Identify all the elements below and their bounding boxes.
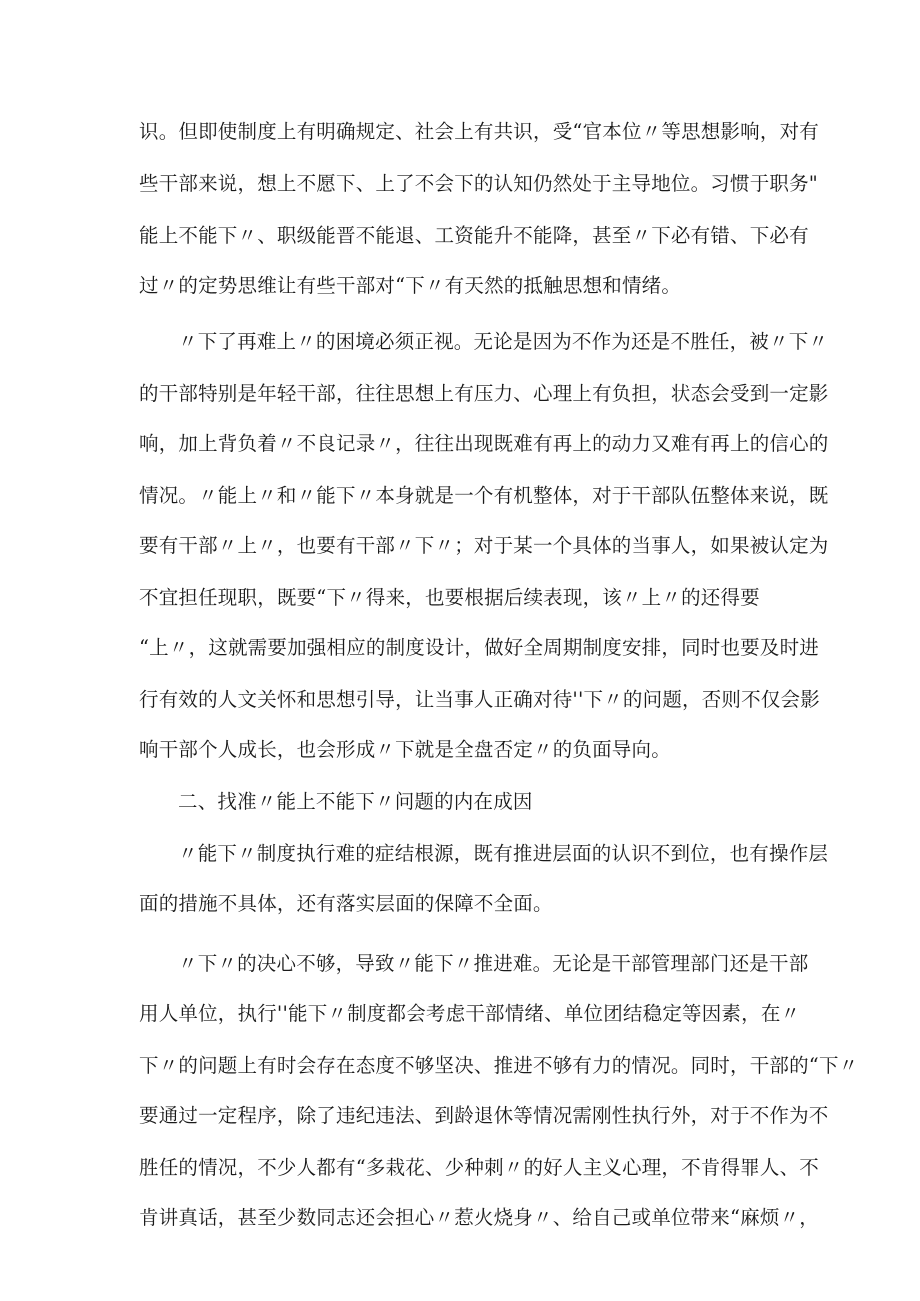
text-line: 响干部个人成长，也会形成〃下就是全盘否定〃的负面导向。 <box>139 738 671 761</box>
text-line: 要有干部〃上〃，也要有干部〃下〃；对于某一个具体的当事人，如果被认定为 <box>139 534 829 557</box>
text-line: 〃下〃的决心不够，导致〃能下〃推进难。无论是干部管理部门还是干部 <box>178 952 809 975</box>
text-line: 过〃的定势思维让有些干部对“下〃有天然的抵触思想和情绪。 <box>139 274 682 297</box>
text-line: 用人单位，执行''能下〃制度都会考虑干部情绪、单位团结稳定等因素，在〃 <box>139 1002 801 1025</box>
text-line: 肯讲真话，甚至少数同志还会担心〃惹火烧身〃、给自己或单位带来“麻烦〃， <box>139 1206 819 1229</box>
text-line: 的干部特别是年轻干部，往往思想上有压力、心理上有负担，状态会受到一定影 <box>139 382 829 405</box>
text-line: 面的措施不具体，还有落实层面的保障不全面。 <box>139 892 553 915</box>
text-line: 〃下了再难上〃的困境必须正视。无论是因为不作为还是不胜任，被〃下〃 <box>178 330 829 353</box>
text-line: 能上不能下〃、职级能晋不能退、工资能升不能降，甚至〃下必有错、下必有 <box>139 224 809 247</box>
text-line: 要通过一定程序，除了违纪违法、到龄退休等情况需刚性执行外，对于不作为不 <box>139 1104 829 1127</box>
text-line: 行有效的人文关怀和思想引导，让当事人正确对待''下〃的问题，否则不仅会影 <box>139 688 820 711</box>
text-line: 胜任的情况，不少人都有“多栽花、少种刺〃的好人主义心理，不肯得罪人、不 <box>139 1156 819 1179</box>
text-line: 〃能下〃制度执行难的症结根源，既有推进层面的认识不到位，也有操作层 <box>178 842 829 865</box>
text-line: 下〃的问题上有时会存在态度不够坚决、推进不够有力的情况。同时，干部的“下〃 <box>139 1054 859 1077</box>
text-line: 识。但即使制度上有明确规定、社会上有共识，受“官本位〃等思想影响，对有 <box>139 120 819 143</box>
text-line: “上〃，这就需要加强相应的制度设计，做好全周期制度安排，同时也要及时进 <box>139 636 819 659</box>
text-line: 响，加上背负着〃不良记录〃，往往出现既难有再上的动力又难有再上的信心的 <box>139 432 829 455</box>
text-line: 不宜担任现职，既要“下〃得来，也要根据后续表现，该〃上〃的还得要 <box>139 586 760 609</box>
text-line: 情况。〃能上〃和〃能下〃本身就是一个有机整体，对于干部队伍整体来说，既 <box>139 484 829 507</box>
section-heading: 二、找准〃能上不能下〃问题的内在成因 <box>178 790 533 813</box>
text-line: 些干部来说，想上不愿下、上了不会下的认知仍然处于主导地位。习惯于职务" <box>139 172 818 195</box>
